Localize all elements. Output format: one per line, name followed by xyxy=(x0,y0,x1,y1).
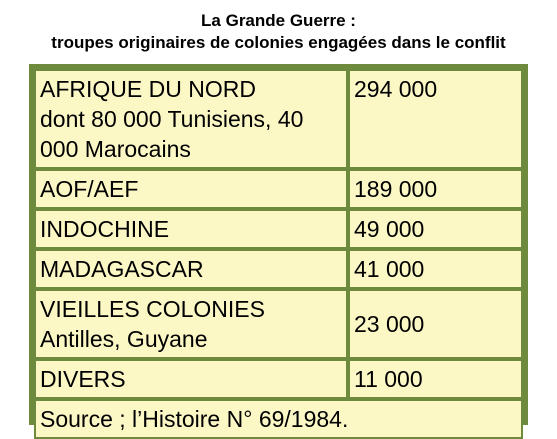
troops-count-cell xyxy=(348,249,523,289)
region-name: DIVERS xyxy=(40,366,126,392)
region-cell xyxy=(34,209,348,249)
troops-count-cell xyxy=(348,169,523,209)
table-row xyxy=(34,169,523,209)
region-cell xyxy=(34,69,348,169)
troops-count-cell xyxy=(348,359,523,399)
troops-count: 23 000 xyxy=(354,311,425,337)
region-cell xyxy=(34,169,348,209)
troops-count-cell xyxy=(348,69,523,169)
table-row xyxy=(34,69,523,169)
table-row xyxy=(34,399,523,439)
region-cell xyxy=(34,359,348,399)
troops-count: 189 000 xyxy=(354,176,438,202)
troops-count: 294 000 xyxy=(354,76,438,102)
troops-count-cell xyxy=(348,289,523,359)
troops-count-cell xyxy=(348,209,523,249)
table-row xyxy=(34,249,523,289)
table-row xyxy=(34,209,523,249)
region-detail: Antilles, Guyane xyxy=(40,326,208,352)
region-detail: dont 80 000 Tunisiens, 40 000 Marocains xyxy=(40,106,304,162)
troops-count: 49 000 xyxy=(354,216,425,242)
region-name: MADAGASCAR xyxy=(40,256,204,282)
region-cell xyxy=(34,289,348,359)
title-line-1: La Grande Guerre : xyxy=(201,11,356,30)
region-name: AFRIQUE DU NORD xyxy=(40,76,256,102)
troops-count: 11 000 xyxy=(354,366,423,392)
region-name: VIEILLES COLONIES xyxy=(40,296,265,322)
region-name: AOF/AEF xyxy=(40,176,139,202)
source-note: Source ; l’Histoire N° 69/1984. xyxy=(40,406,349,432)
troops-table xyxy=(34,69,523,439)
table-row xyxy=(34,289,523,359)
troops-table-frame xyxy=(29,64,528,432)
source-cell xyxy=(34,399,523,439)
region-name: INDOCHINE xyxy=(40,216,170,242)
table-title xyxy=(0,10,557,54)
title-line-2: troupes originaires de colonies engagées dans le conflit xyxy=(51,33,506,52)
region-cell xyxy=(34,249,348,289)
troops-count: 41 000 xyxy=(354,256,425,282)
table-row xyxy=(34,359,523,399)
